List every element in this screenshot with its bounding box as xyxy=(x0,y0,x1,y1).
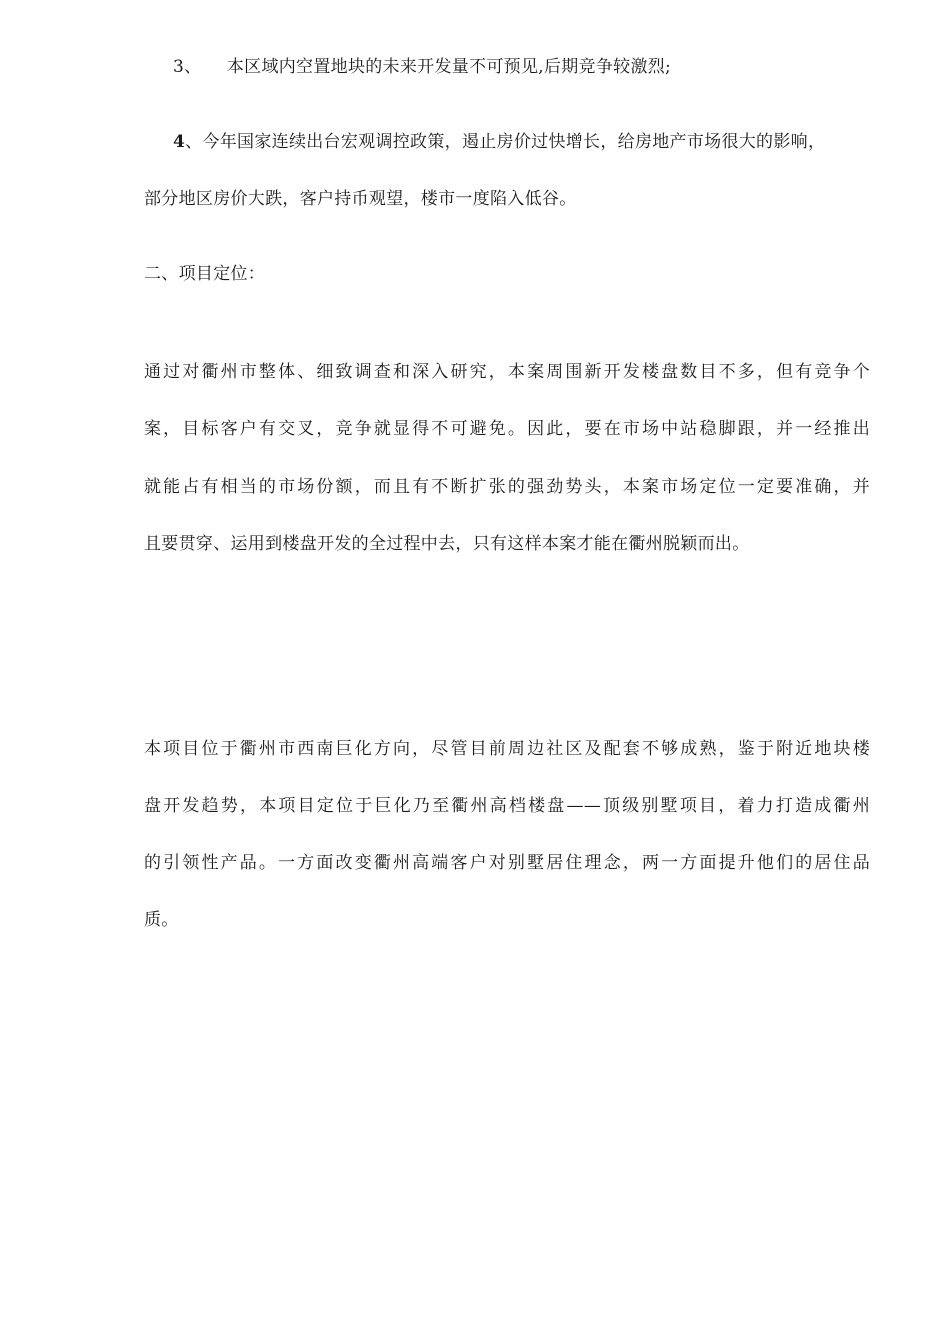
section-heading: 二、项目定位： xyxy=(144,264,266,284)
paragraph-2-line-3: 的引领性产品。一方面改变衢州高端客户对别墅居住理念，两一方面提升他们的居住品 xyxy=(144,853,870,873)
paragraph-1-line-3: 就能占有相当的市场份额，而且有不断扩张的强劲势头，本案市场定位一定要准确，并 xyxy=(144,477,870,497)
paragraph-2-line-1: 本项目位于衢州市西南巨化方向，尽管目前周边社区及配套不够成熟，鉴于附近地块楼 xyxy=(144,739,870,759)
paragraph-2-line-2: 盘开发趋势，本项目定位于巨化乃至衢州高档楼盘——顶级别墅项目，着力打造成衢州 xyxy=(144,796,870,816)
paragraph-2-line-4: 质。 xyxy=(144,910,179,930)
paragraph-1-line-2: 案，目标客户有交叉，竞争就显得不可避免。因此，要在市场中站稳脚跟，并一经推出 xyxy=(144,419,870,439)
list-item-4-line-2: 部分地区房价大跌，客户持币观望，楼市一度陷入低谷。 xyxy=(144,189,577,209)
list-item-3-number: 3、 xyxy=(173,57,202,77)
list-item-4-text-1: 、今年国家连续出台宏观调控政策，遏止房价过快增长，给房地产市场很大的影响， xyxy=(185,132,826,152)
list-item-4-number: 4 xyxy=(173,132,186,152)
list-item-4-line-1 xyxy=(173,127,825,152)
paragraph-1-line-1: 通过对衢州市整体、细致调查和深入研究，本案周围新开发楼盘数目不多，但有竞争个 xyxy=(144,362,870,382)
list-item-3-text: 本区域内空置地块的未来开发量不可预见,后期竞争较激烈; xyxy=(226,57,672,77)
paragraph-1-line-4: 且要贯穿、运用到楼盘开发的全过程中去，只有这样本案才能在衢州脱颖而出。 xyxy=(144,534,750,554)
list-item-3 xyxy=(173,52,671,77)
